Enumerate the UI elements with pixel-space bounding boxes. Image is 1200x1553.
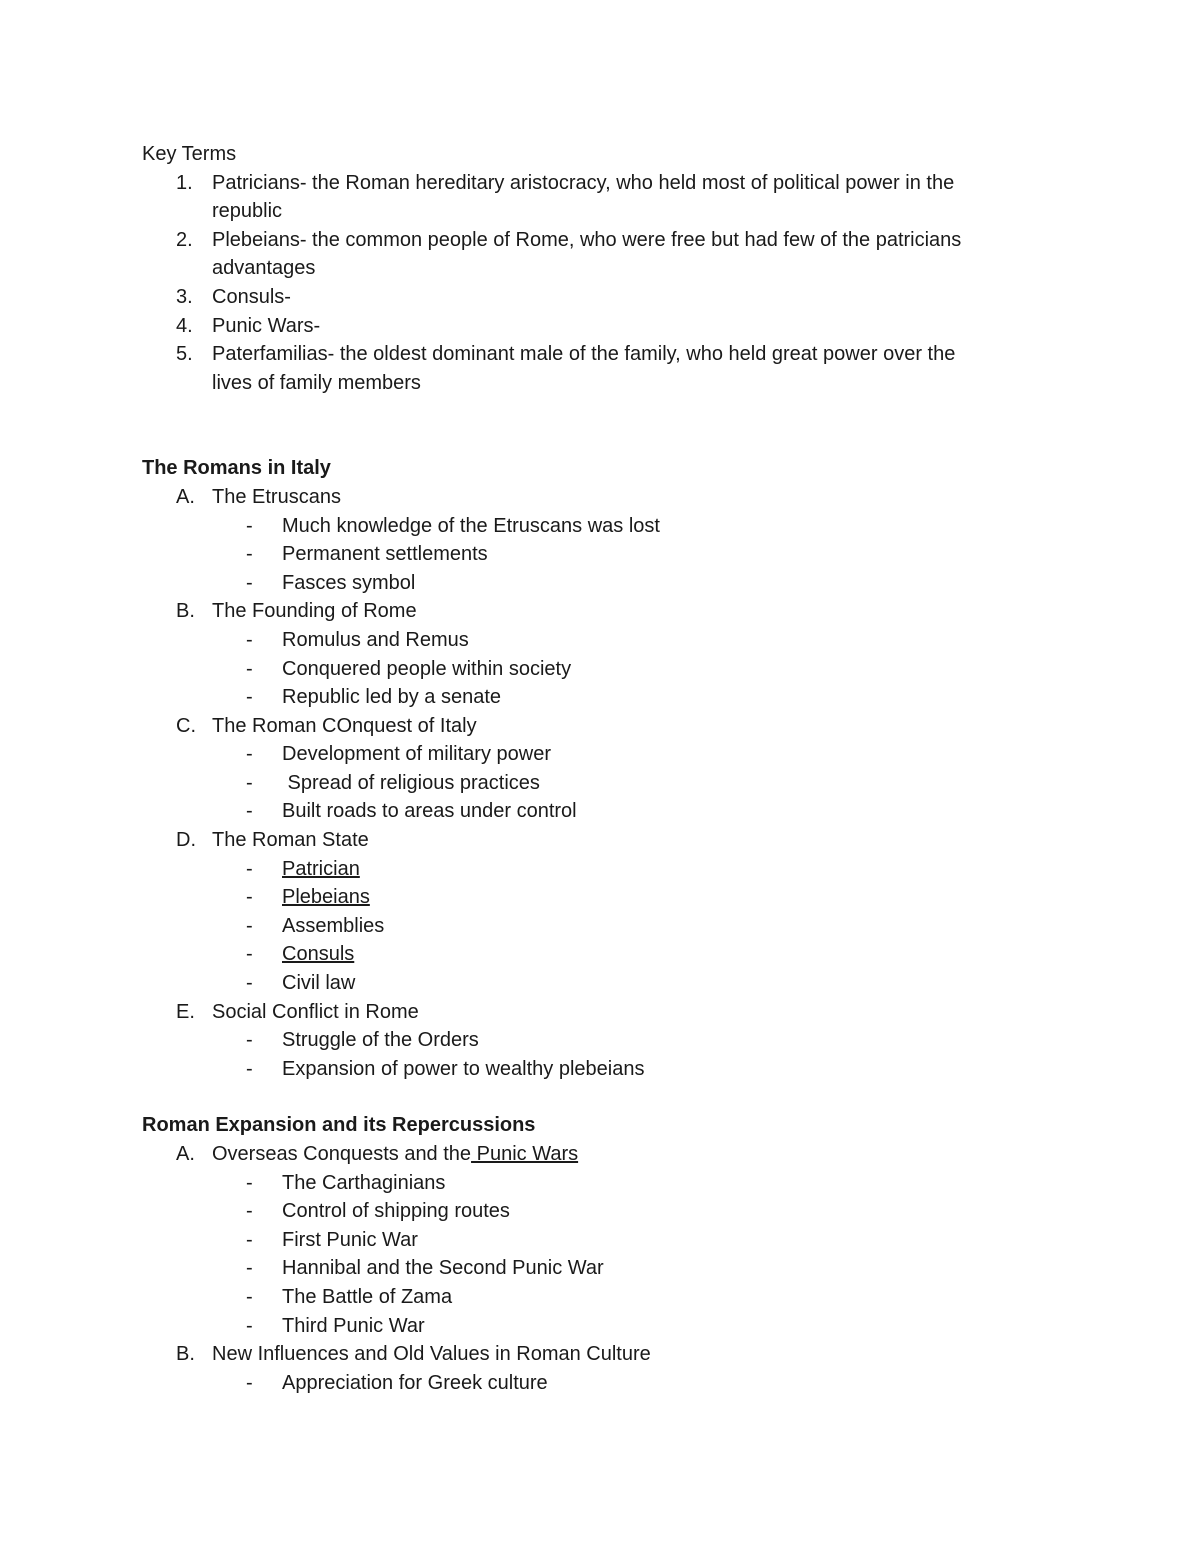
subsection-letter: A.: [176, 485, 195, 508]
bullet-item: [142, 1197, 1042, 1226]
bullet-dash: -: [246, 886, 253, 909]
bullet-item: [142, 1283, 1042, 1312]
bullet-item: [142, 512, 1042, 541]
subsection-title: Social Conflict in Rome: [212, 1000, 419, 1023]
bullet-item: [142, 1312, 1042, 1341]
list-item-text: Consuls-: [212, 285, 291, 308]
bullet-item: [142, 1169, 1042, 1198]
bullet-text: Permanent settlements: [282, 543, 488, 566]
bullet-dash: -: [246, 571, 253, 594]
bullet-dash: -: [246, 1285, 253, 1308]
document-body: [142, 140, 1042, 1397]
subsection-title: The Roman COnquest of Italy: [212, 714, 477, 737]
bullet-text: Spread of religious practices: [282, 771, 540, 794]
bullet-dash: -: [246, 1314, 253, 1337]
bullet-dash: -: [246, 771, 253, 794]
bullet-item: [142, 740, 1042, 769]
list-item: [142, 169, 1042, 198]
spacer: [142, 397, 1042, 454]
bullet-dash: -: [246, 543, 253, 566]
bullet-dash: -: [246, 1057, 253, 1080]
bullet-text: Conquered people within society: [282, 657, 572, 680]
bullet-item: [142, 797, 1042, 826]
list-item-continuation: [142, 254, 1042, 283]
bullet-text: The Carthaginians: [282, 1171, 446, 1194]
bullet-text: Development of military power: [282, 743, 551, 766]
bullet-dash: -: [246, 943, 253, 966]
bullet-dash: -: [246, 657, 253, 680]
bullet-item: [142, 912, 1042, 941]
bullet-text: Republic led by a senate: [282, 686, 502, 709]
list-number: 3.: [176, 285, 193, 308]
spacer: [142, 1083, 1042, 1111]
bullet-item: [142, 540, 1042, 569]
subsection-title: The Founding of Rome: [212, 600, 417, 623]
subsection-roman-state: [142, 826, 1042, 855]
bullet-dash: -: [246, 628, 253, 651]
bullet-text: Struggle of the Orders: [282, 1029, 479, 1052]
bullet-text: Third Punic War: [282, 1314, 425, 1337]
key-terms-heading: Key Terms: [142, 143, 237, 165]
bullet-dash: -: [246, 514, 253, 537]
list-number: 1.: [176, 171, 193, 194]
bullet-dash: -: [246, 1228, 253, 1251]
bullet-item: [142, 569, 1042, 598]
bullet-dash: -: [246, 743, 253, 766]
subsection-title: The Roman State: [212, 829, 369, 852]
list-item: [142, 226, 1042, 255]
bullet-item: [142, 655, 1042, 684]
bullet-dash: -: [246, 972, 253, 995]
list-item-text: republic: [212, 200, 283, 223]
list-number: 4.: [176, 314, 193, 337]
list-item-text: Paterfamilias- the oldest dominant male of the family, who held great power over the: [212, 343, 956, 366]
list-item: [142, 340, 1042, 369]
section-heading-romans-in-italy: The Romans in Italy: [142, 457, 331, 480]
subsection-overseas-conquests: [142, 1140, 1042, 1169]
subsection-new-influences: [142, 1340, 1042, 1369]
bullet-item: [142, 969, 1042, 998]
subsection-title-text: Overseas Conquests and the: [212, 1143, 472, 1165]
bullet-text: Civil law: [282, 972, 356, 995]
subsection-letter: B.: [176, 600, 195, 623]
subsection-letter: A.: [176, 1143, 195, 1165]
list-number: 5.: [176, 343, 193, 366]
bullet-item: [142, 855, 1042, 884]
bullet-dash: -: [246, 1200, 253, 1223]
bullet-text: First Punic War: [282, 1228, 418, 1251]
list-item-continuation: [142, 197, 1042, 226]
subsection-founding-of-rome: [142, 597, 1042, 626]
subsection-title: The Etruscans: [212, 485, 341, 508]
bullet-text: Fasces symbol: [282, 571, 416, 594]
list-item: [142, 283, 1042, 312]
bullet-text: Control of shipping routes: [282, 1200, 510, 1223]
bullet-item: [142, 1055, 1042, 1084]
bullet-item: [142, 1226, 1042, 1255]
subsection-letter: B.: [176, 1343, 195, 1366]
list-item-text: Plebeians- the common people of Rome, who were free but had few of the patricians: [212, 228, 962, 251]
bullet-dash: -: [246, 1371, 253, 1394]
list-item-continuation: [142, 369, 1042, 398]
bullet-dash: -: [246, 914, 253, 937]
subsection-letter: E.: [176, 1000, 195, 1023]
list-number: 2.: [176, 228, 193, 251]
list-item-text: Patricians- the Roman hereditary aristocracy, who held most of political power in the: [212, 171, 955, 194]
bullet-dash: -: [246, 686, 253, 709]
key-terms-list: [142, 169, 1042, 398]
list-item-text: Punic Wars-: [212, 314, 321, 337]
bullet-item: [142, 883, 1042, 912]
bullet-text: Appreciation for Greek culture: [282, 1371, 548, 1394]
bullet-item: [142, 683, 1042, 712]
bullet-text-underlined: Consuls: [282, 943, 355, 966]
subsection-roman-conquest: [142, 712, 1042, 741]
bullet-dash: -: [246, 1257, 253, 1280]
bullet-text: Built roads to areas under control: [282, 800, 577, 823]
list-item-text: advantages: [212, 257, 316, 280]
bullet-item: [142, 1254, 1042, 1283]
subsection-title: [212, 1140, 578, 1169]
bullet-text: Expansion of power to wealthy plebeians: [282, 1057, 645, 1080]
bullet-item: [142, 626, 1042, 655]
subsection-title-underlined: Punic Wars: [471, 1143, 579, 1165]
bullet-text: Hannibal and the Second Punic War: [282, 1257, 604, 1280]
subsection-title: New Influences and Old Values in Roman Culture: [212, 1343, 651, 1366]
bullet-text: Assemblies: [282, 914, 385, 937]
subsection-social-conflict: [142, 998, 1042, 1027]
bullet-item: [142, 1026, 1042, 1055]
bullet-item: [142, 769, 1042, 798]
bullet-text: Romulus and Remus: [282, 628, 469, 651]
bullet-text: Much knowledge of the Etruscans was lost: [282, 514, 660, 537]
bullet-text: The Battle of Zama: [282, 1285, 453, 1308]
subsection-letter: C.: [176, 714, 196, 737]
bullet-text-underlined: Plebeians: [282, 886, 370, 909]
bullet-dash: -: [246, 857, 253, 880]
bullet-text-underlined: Patrician: [282, 857, 360, 880]
bullet-item: [142, 1369, 1042, 1398]
bullet-item: [142, 940, 1042, 969]
list-item: [142, 312, 1042, 341]
subsection-etruscans: [142, 483, 1042, 512]
section-heading-roman-expansion: Roman Expansion and its Repercussions: [142, 1114, 536, 1137]
bullet-dash: -: [246, 1029, 253, 1052]
subsection-letter: D.: [176, 829, 196, 852]
bullet-dash: -: [246, 1171, 253, 1194]
bullet-dash: -: [246, 800, 253, 823]
list-item-text: lives of family members: [212, 371, 421, 394]
